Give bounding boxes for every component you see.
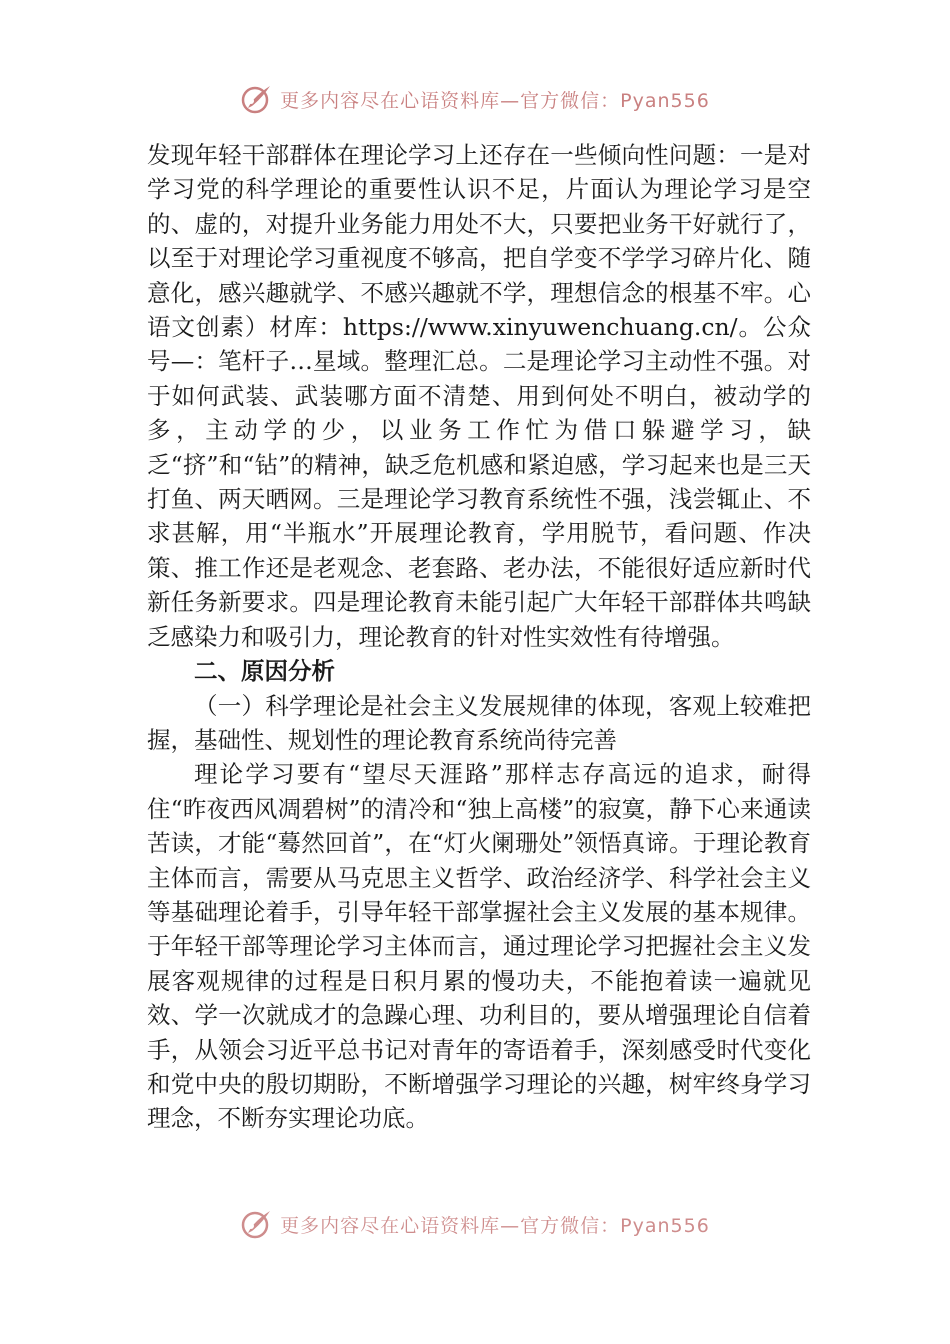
subheading-scientific-theory: （一）科学理论是社会主义发展规律的体现，客观上较难把握，基础性、规划性的理论教育系统尚待完善: [147, 691, 811, 754]
quill-logo-icon: [240, 82, 274, 116]
header-watermark: [0, 82, 950, 116]
paragraph-theory-study: 理论学习要有“望尽天涯路”那样志存高远的追求，耐得住“昨夜西风凋碧树”的清冷和“独上高楼”的寂寞，静下心来通读苦读，才能“蓦然回首”，在“灯火阑珊处”领悟真谛。于理论教育主体而言，需要从马克思主义哲学、政治经济学、科学社会主义等基础理论着手，引导年轻干部掌握社会主义发展的基本规律。于年轻干部等理论学习主体而言，通过理论学习把握社会主义发展客观规律的过程是日积月累的慢功夫，不能抱着读一遍就见效、学一次就成才的急躁心理、功利目的，要从增强理论自信着手，从领会习近平总书记对青年的寄语着手，深刻感受时代变化和党中央的殷切期盼，不断增强学习理论的兴趣，树牢终身学习理念，不断夯实理论功底。: [147, 760, 811, 1133]
document-body: [147, 138, 811, 1136]
footer-watermark: [0, 1207, 950, 1241]
quill-logo-icon: [240, 1207, 274, 1241]
watermark-text: 更多内容尽在心语资料库—官方微信：Pyan556: [280, 1214, 710, 1237]
paragraph-problems: 发现年轻干部群体在理论学习上还存在一些倾向性问题：一是对学习党的科学理论的重要性认识不足，片面认为理论学习是空的、虚的，对提升业务能力用处不大，只要把业务干好就行了，以至于对理论学习重视度不够高，把自学变不学学习碎片化、随意化，感兴趣就学、不感兴趣就不学，理想信念的根基不牢。心语文创素）材库：https://www.xinyuwenchuang.cn/。公众号—：笔杆子…星域。整理汇总。二是理论学习主动性不强。对于如何武装、武装哪方面不清楚、用到何处不明白，被动学的多，主动学的少，以业务工作忙为借口躲避学习，缺乏“挤”和“钻”的精神，缺乏危机感和紧迫感，学习起来也是三天打鱼、两天晒网。三是理论学习教育系统性不强，浅尝辄止、不求甚解，用“半瓶水”开展理论教育，学用脱节，看问题、作决策、推工作还是老观念、老套路、老办法，不能很好适应新时代新任务新要求。四是理论教育未能引起广大年轻干部群体共鸣缺乏感染力和吸引力，理论教育的针对性实效性有待增强。: [147, 141, 811, 651]
watermark-text: 更多内容尽在心语资料库—官方微信：Pyan556: [280, 89, 710, 112]
section-heading-cause-analysis: 二、原因分析: [194, 657, 335, 686]
